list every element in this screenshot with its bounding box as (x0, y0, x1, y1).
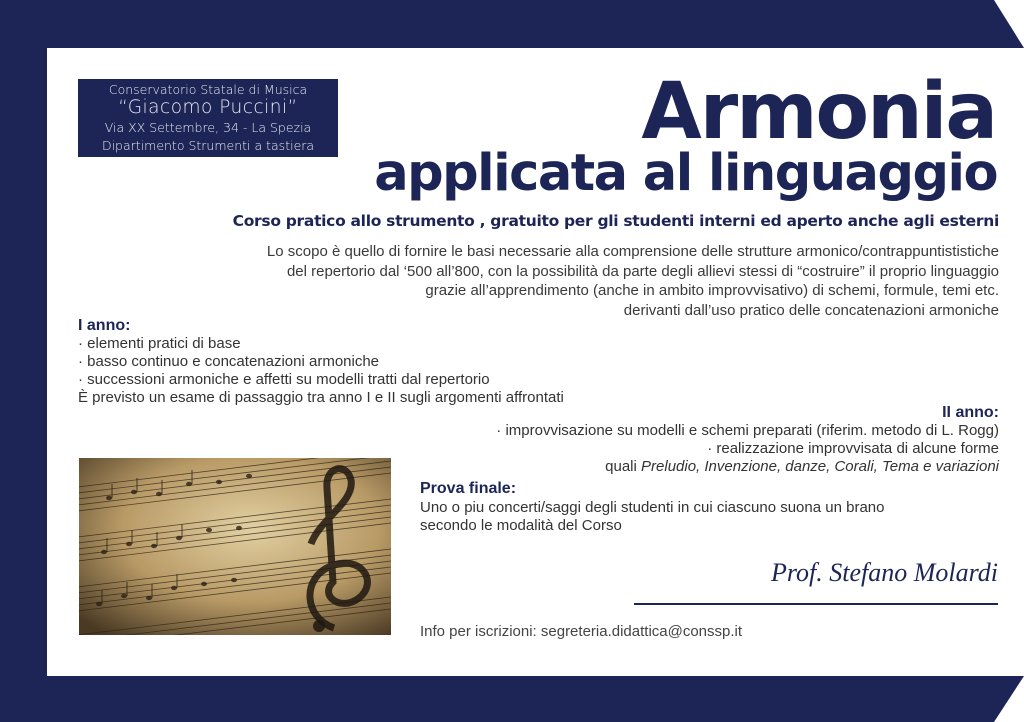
enrollment-info: Info per iscrizioni: segreteria.didattica@conssp.it (420, 623, 743, 640)
year-two-section (379, 404, 999, 476)
institution-box (78, 79, 338, 157)
forms-list: Preludio, Invenzione, danze, Corali, Tema e variazioni (641, 458, 999, 475)
course-description (99, 242, 999, 320)
description-line: grazie all’apprendimento (anche in ambito improvvisativo) di schemi, formule, temi etc. (425, 282, 999, 299)
description-line: del repertorio dal ‘500 all’800, con la possibilità da parte degli allievi stessi di “costruire” il proprio linguaggio (286, 262, 999, 280)
poster-title: Armonia (641, 67, 996, 157)
year-one-exam-note: È previsto un esame di passaggio tra anno I e II sugli argomenti affrontati (78, 389, 564, 406)
year-one-item: · successioni armoniche e affetti su modelli tratti dal repertorio (78, 371, 490, 388)
poster-subtitle: applicata al linguaggio (374, 144, 997, 203)
institution-dedication: “Giacomo Puccini” (118, 97, 298, 118)
year-two-item: · improvvisazione su modelli e schemi preparati (riferim. metodo di L. Rogg) (496, 422, 999, 439)
year-one-section (78, 317, 564, 407)
course-tagline: Corso pratico allo strumento , gratuito per gli studenti interni ed aperto anche agli esterni (232, 212, 999, 230)
year-two-item: · realizzazione improvvisata di alcune forme (707, 440, 999, 457)
forms-prefix: quali (605, 458, 642, 475)
frame-corner-bottom (994, 676, 1024, 722)
year-one-heading: I anno: (78, 317, 131, 334)
final-exam-heading: Prova finale: (420, 480, 517, 497)
institution-name: Conservatorio Statale di Musica (108, 82, 308, 97)
institution-address: Via XX Settembre, 34 - La Spezia (104, 120, 312, 135)
year-two-forms (379, 458, 999, 476)
final-exam-line: Uno o piu concerti/saggi degli studenti in cui ciascuno suona un brano (420, 499, 885, 516)
description-line: Lo scopo è quello di fornire le basi necessarie alla comprensione delle strutture armonico/contrappuntististiche (266, 243, 999, 260)
signature: Prof. Stefano Molardi (770, 558, 998, 587)
year-one-item: · elementi pratici di base (78, 335, 241, 352)
year-one-item: · basso continuo e concatenazioni armoniche (78, 353, 380, 370)
institution-department: Dipartimento Strumenti a tastiera (101, 138, 315, 153)
year-two-heading: II anno: (942, 404, 999, 421)
final-exam-line: secondo le modalità del Corso (420, 517, 622, 534)
final-exam-section (420, 480, 884, 535)
frame-corner-top (994, 0, 1024, 48)
description-line: derivanti dall’uso pratico delle concatenazioni armoniche (623, 301, 999, 319)
signature-underline (634, 603, 998, 605)
sheet-music-image (79, 458, 391, 635)
